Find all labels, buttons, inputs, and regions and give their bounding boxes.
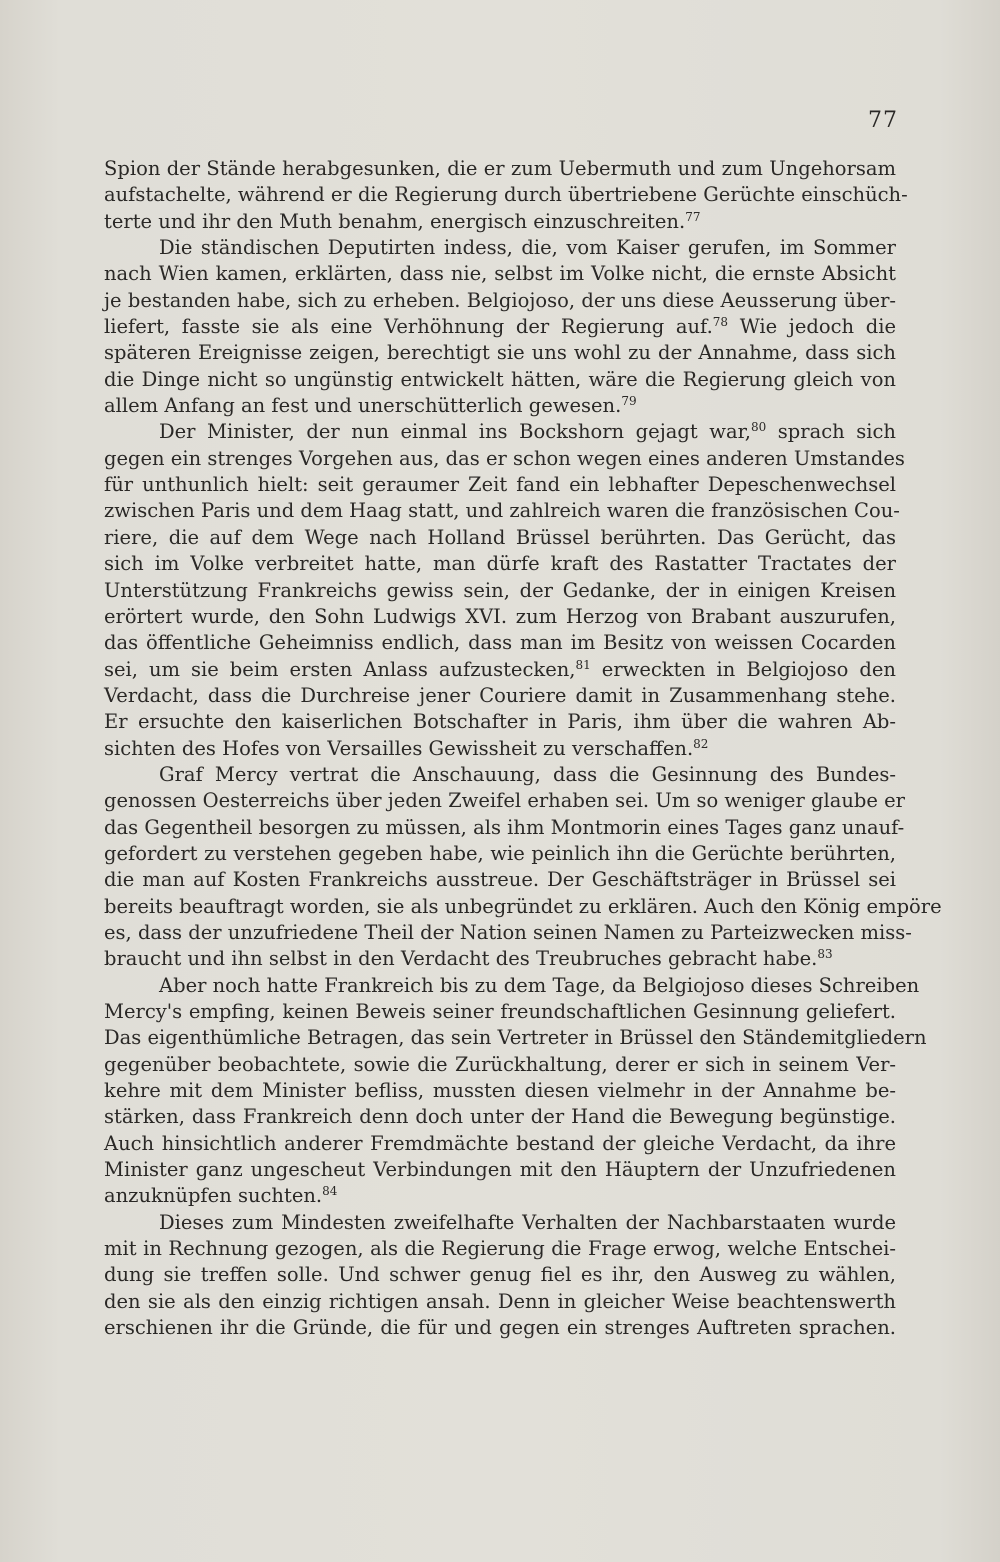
footnote-marker: 79 (621, 394, 637, 409)
text-line-content: die man auf Kosten Frankreichs ausstreue. Der Geschäftsträger in Brüssel sei (104, 868, 896, 892)
footnote-marker: 83 (817, 947, 833, 962)
text-line (104, 841, 896, 867)
footnote-marker: 81 (575, 657, 591, 672)
text-line (104, 235, 896, 261)
text-line (104, 1025, 927, 1051)
text-line (104, 894, 942, 920)
text-line-content: Spion der Stände herabgesunken, die er zum Uebermuth und zum Ungehorsam (104, 157, 896, 180)
text-line (104, 340, 896, 366)
text-line-content: Minister ganz ungescheut Verbindungen mit den Häuptern der Unzufriedenen (104, 1158, 896, 1182)
text-line (104, 1183, 896, 1209)
text-line (104, 498, 900, 524)
text-line-content: genossen Oesterreichs über jeden Zweifel erhaben sei. Um so weniger glaube er (104, 789, 905, 813)
text-line (104, 1236, 896, 1262)
footnote-marker: 82 (693, 736, 709, 751)
text-line-continuation: erweckten in Belgiojoso den (590, 657, 896, 681)
text-line (104, 472, 896, 498)
text-line-content: je bestanden habe, sich zu erheben. Belgiojoso, der uns diese Aeusserung über- (104, 288, 896, 312)
text-line-content: liefert, fasste sie als eine Verhöhnung der Regierung auf. (104, 315, 713, 339)
text-line-content: für unthunlich hielt: seit geraumer Zeit fand ein lebhafter Depeschenwechsel (104, 473, 896, 497)
text-line-content: Unterstützung Frankreichs gewiss sein, der Gedanke, der in einigen Kreisen (104, 578, 896, 602)
text-line (104, 578, 896, 604)
text-line (104, 288, 896, 314)
text-line (104, 630, 896, 656)
text-line (104, 446, 905, 472)
text-line (104, 867, 896, 893)
text-line-content: die Dinge nicht so ungünstig entwickelt hätten, wäre die Regierung gleich von (104, 367, 896, 391)
text-line (104, 946, 896, 972)
text-line-content: anzuknüpfen suchten. (104, 1184, 323, 1208)
text-line-content: mit in Rechnung gezogen, als die Regierung die Frage erwog, welche Entschei- (104, 1237, 896, 1261)
text-line (104, 1210, 896, 1236)
text-line (104, 314, 896, 340)
body-text (104, 156, 942, 1341)
text-line (104, 1262, 896, 1288)
text-line (104, 920, 912, 946)
text-line-content: kehre mit dem Minister befliss, mussten diesen vielmehr in der Annahme be- (104, 1079, 896, 1103)
text-line-content: stärken, dass Frankreich denn doch unter der Hand die Bewegung begünstige. (104, 1105, 896, 1129)
footnote-marker: 77 (685, 209, 701, 224)
text-line (104, 736, 896, 762)
text-line-content: Graf Mercy vertrat die Anschauung, dass die Gesinnung des Bundes- (159, 762, 896, 786)
text-line-content: Auch hinsichtlich anderer Fremdmächte bestand der gleiche Verdacht, da ihre (104, 1131, 896, 1155)
text-line (104, 156, 896, 182)
text-line-content: sich im Volke verbreitet hatte, man dürfe kraft des Rastatter Tractates der (104, 552, 896, 576)
text-line-content: bereits beauftragt worden, sie als unbegründet zu erklären. Auch den König empöre (104, 894, 942, 918)
text-line (104, 261, 896, 287)
text-line (104, 788, 905, 814)
text-line-content: riere, die auf dem Wege nach Holland Brüssel berührten. Das Gerücht, das (104, 525, 896, 549)
text-line (104, 762, 896, 788)
text-line (104, 1315, 896, 1341)
text-line (104, 604, 896, 630)
text-line-content: aufstachelte, während er die Regierung durch übertriebene Gerüchte einschüch- (104, 183, 908, 207)
text-line (104, 1052, 896, 1078)
footnote-marker: 80 (750, 420, 767, 435)
text-line (104, 525, 896, 551)
text-line-continuation: Wie jedoch die (728, 315, 896, 339)
text-line (104, 709, 896, 735)
text-line (104, 815, 905, 841)
text-line-content: Der Minister, der nun einmal ins Bockshorn gejagt war, (159, 420, 751, 444)
text-line (104, 551, 896, 577)
footnote-marker: 84 (322, 1184, 338, 1199)
text-line-content: Er ersuchte den kaiserlichen Botschafter in Paris, ihm über die wahren Ab- (104, 710, 896, 734)
text-line-content: nach Wien kamen, erklärten, dass nie, selbst im Volke nicht, die ernste Absicht (104, 262, 896, 286)
text-line (104, 367, 896, 393)
text-line-content: Aber noch hatte Frankreich bis zu dem Tage, da Belgiojoso dieses Schreiben (159, 973, 920, 997)
text-line-content: das Gegentheil besorgen zu müssen, als ihm Montmorin eines Tages ganz unauf- (104, 815, 905, 839)
text-line-content: Das eigenthümliche Betragen, das sein Vertreter in Brüssel den Ständemitgliedern (104, 1026, 927, 1050)
text-line-content: zwischen Paris und dem Haag statt, und zahlreich waren die französischen Cou- (104, 499, 900, 523)
text-line (104, 1104, 896, 1130)
text-line (104, 683, 896, 709)
text-line (104, 1131, 896, 1157)
text-line-content: sichten des Hofes von Versailles Gewissheit zu verschaffen. (104, 736, 694, 760)
text-line-content: Die ständischen Deputirten indess, die, vom Kaiser gerufen, im Sommer (159, 236, 896, 260)
text-line-content: gefordert zu verstehen gegeben habe, wie peinlich ihn die Gerüchte berührten, (104, 841, 896, 865)
text-line (104, 182, 908, 208)
text-line-content: späteren Ereignisse zeigen, berechtigt sie uns wohl zu der Annahme, dass sich (104, 341, 896, 365)
footnote-marker: 78 (712, 315, 729, 330)
text-line-content: Dieses zum Mindesten zweifelhafte Verhalten der Nachbarstaaten wurde (159, 1210, 896, 1234)
text-line-content: das öffentliche Geheimniss endlich, dass man im Besitz von weissen Cocarden (104, 631, 896, 655)
text-line-content: terte und ihr den Muth benahm, energisch einzuschreiten. (104, 209, 686, 233)
text-line (104, 999, 896, 1025)
text-line (104, 657, 896, 683)
text-line (104, 209, 896, 235)
text-line (104, 973, 920, 999)
text-line (104, 1289, 896, 1315)
text-line-content: allem Anfang an fest und unerschütterlich gewesen. (104, 394, 622, 418)
text-line-content: Verdacht, dass die Durchreise jener Couriere damit in Zusammenhang stehe. (104, 683, 896, 707)
text-line (104, 1078, 896, 1104)
text-line (104, 393, 896, 419)
text-line (104, 419, 896, 445)
text-line-content: dung sie treffen solle. Und schwer genug fiel es ihr, den Ausweg zu wählen, (104, 1263, 896, 1287)
text-line-content: gegenüber beobachtete, sowie die Zurückhaltung, derer er sich in seinem Ver- (104, 1052, 896, 1076)
text-line-content: gegen ein strenges Vorgehen aus, das er schon wegen eines anderen Umstandes (104, 446, 905, 470)
text-line-continuation: sprach sich (766, 420, 896, 444)
text-line-content: erschienen ihr die Gründe, die für und gegen ein strenges Auftreten sprachen. (104, 1316, 896, 1340)
text-line-content: Mercy's empfing, keinen Beweis seiner freundschaftlichen Gesinnung geliefert. (104, 1000, 896, 1023)
text-line-content: es, dass der unzufriedene Theil der Nation seinen Namen zu Parteizwecken miss- (104, 920, 912, 944)
page-number: 77 (868, 108, 898, 133)
text-line (104, 1157, 896, 1183)
text-line-content: sei, um sie beim ersten Anlass aufzustecken, (104, 657, 576, 681)
text-line-content: braucht und ihn selbst in den Verdacht des Treubruches gebracht habe. (104, 947, 818, 971)
text-line-content: erörtert wurde, den Sohn Ludwigs XVI. zum Herzog von Brabant auszurufen, (104, 604, 896, 628)
text-line-content: den sie als den einzig richtigen ansah. Denn in gleicher Weise beachtenswerth (104, 1289, 896, 1313)
